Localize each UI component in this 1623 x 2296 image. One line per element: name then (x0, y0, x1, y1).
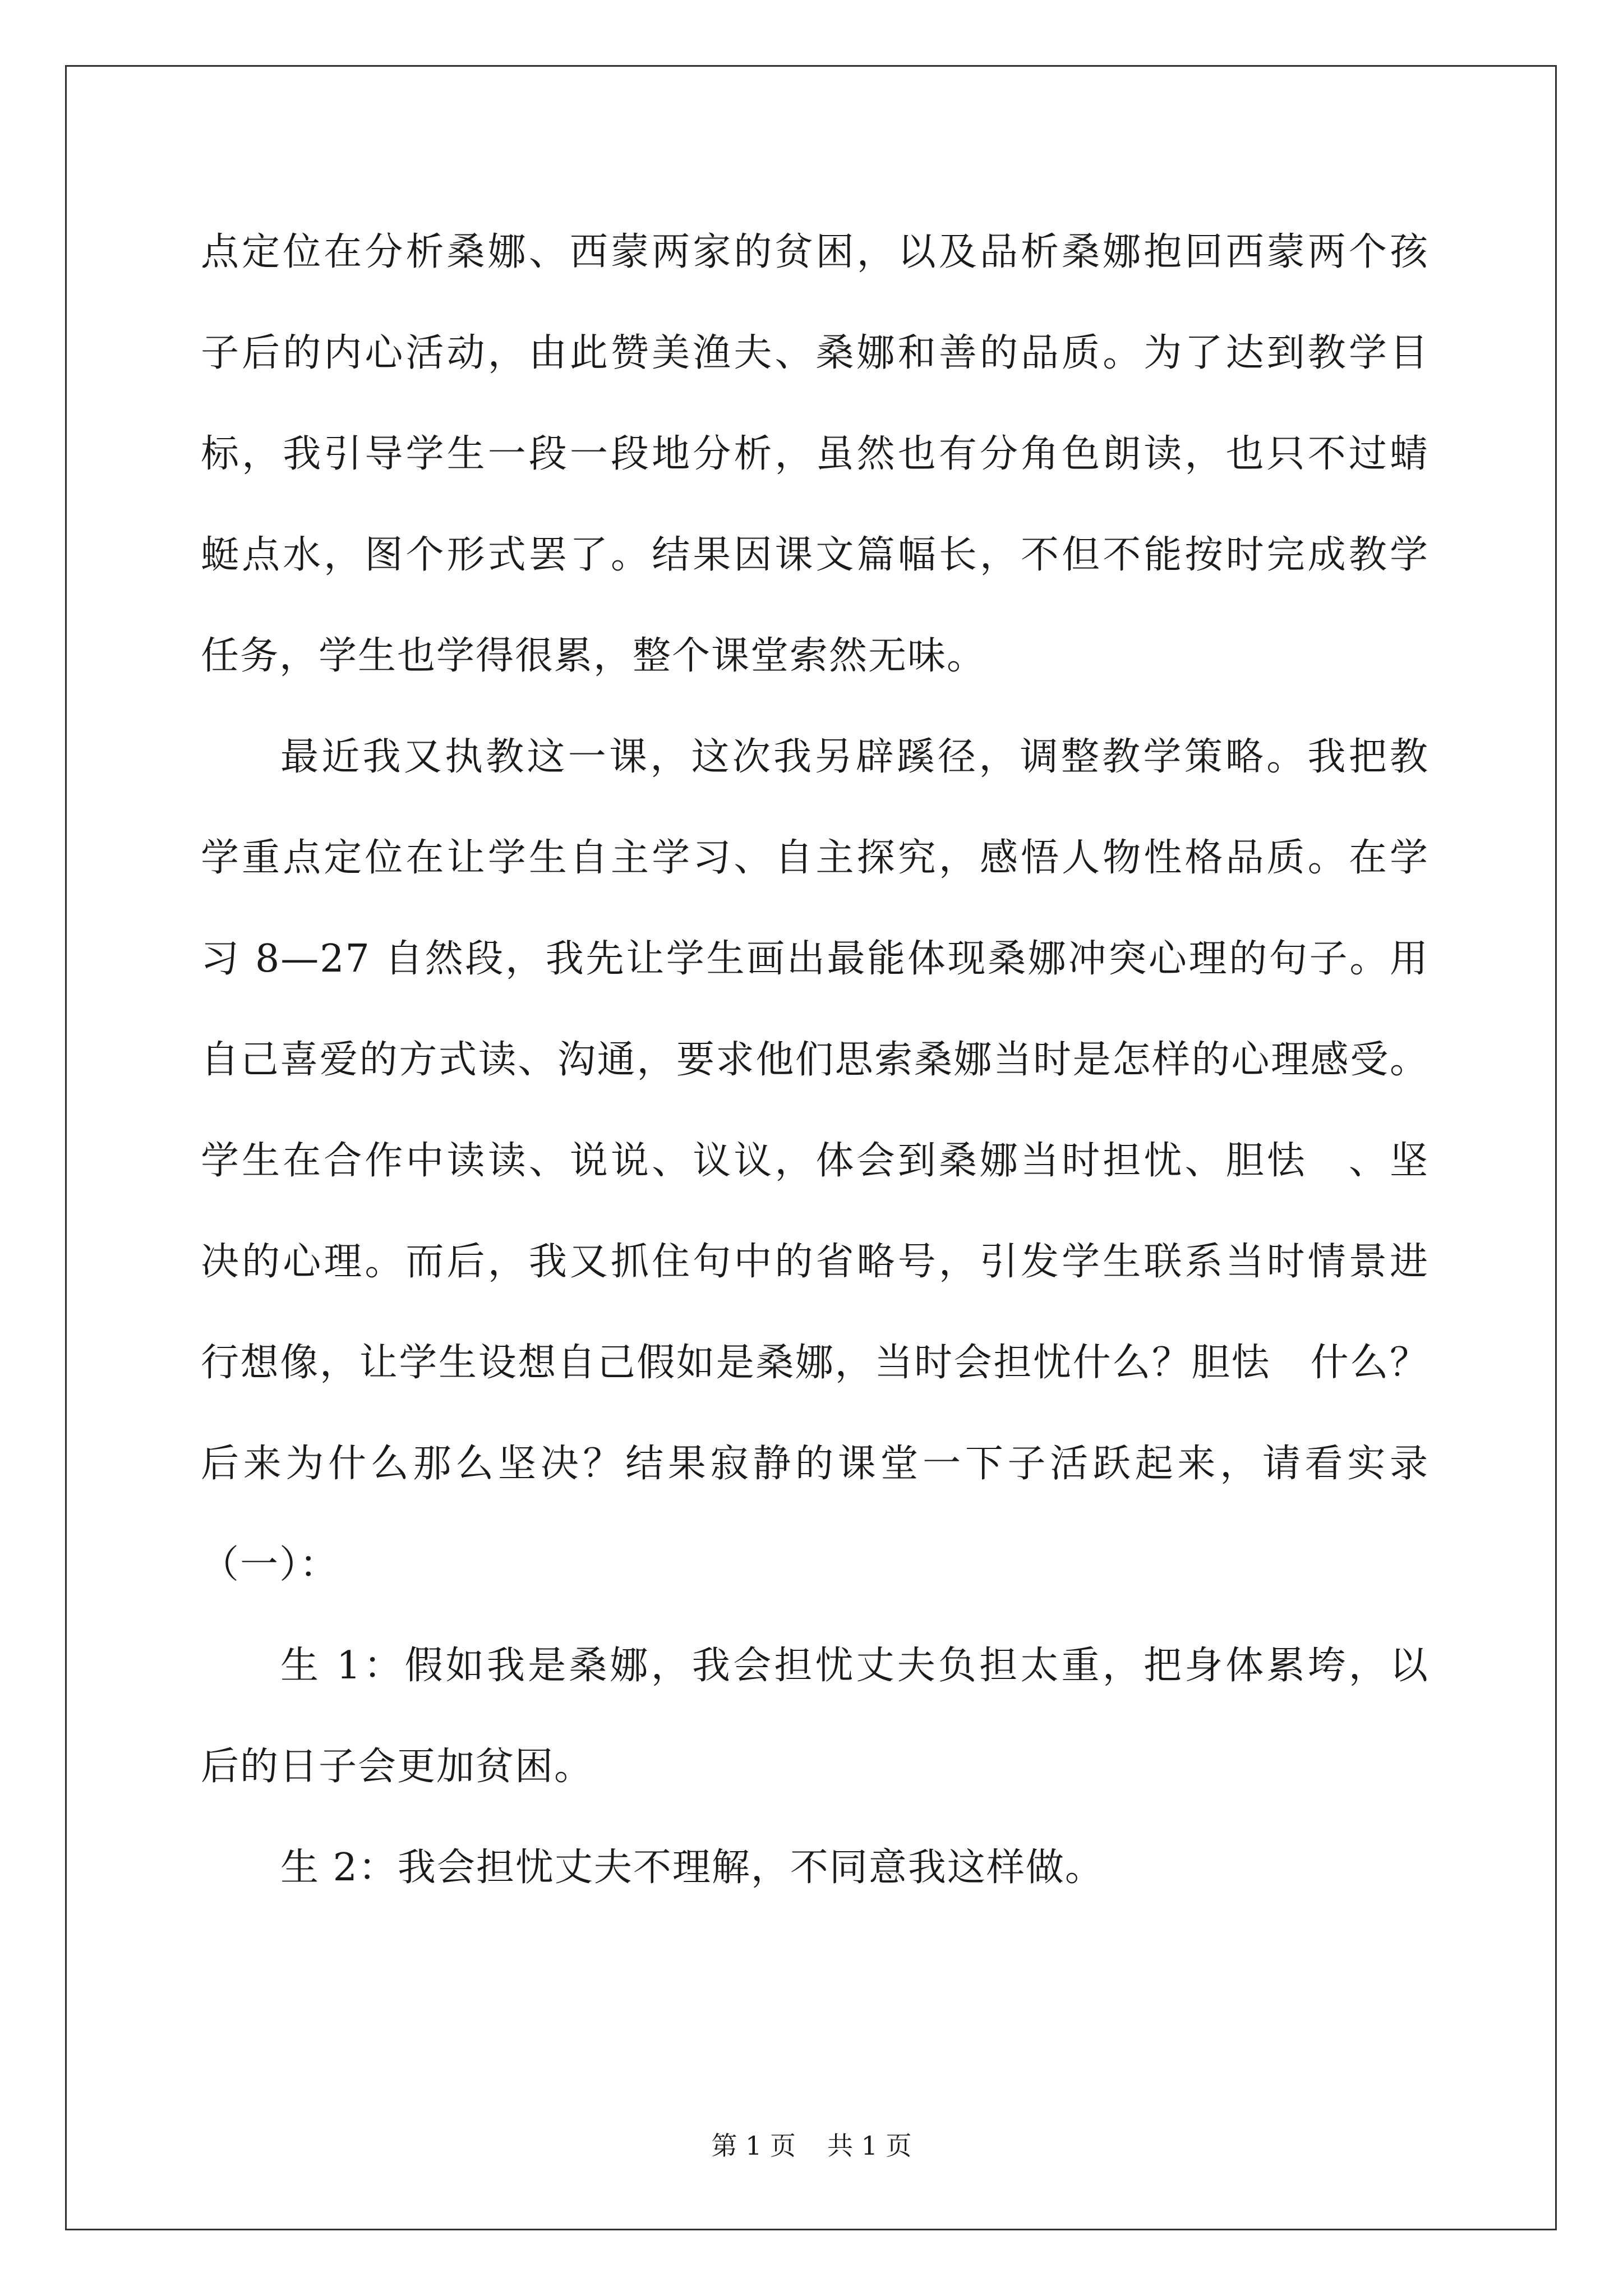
page-footer (0, 2129, 1623, 2162)
text-line: 习 8—27 自然段，我先让学生画出最能体现桑娜冲突心理的句子。用 (201, 937, 1429, 981)
text-line: 决的心理。而后，我又抓住句中的省略号，引发学生联系当时情景进 (201, 1240, 1429, 1284)
page-total: 共 1 页 (827, 2131, 912, 2161)
text-line: 点定位在分析桑娜、西蒙两家的贫困，以及品析桑娜抱回西蒙两个孩 (201, 230, 1429, 274)
text-line: 最近我又执教这一课，这次我另辟蹊径，调整教学策略。我把教 (280, 735, 1429, 779)
text-line: 学生在合作中读读、说说、议议，体会到桑娜当时担忧、胆怯 、坚 (201, 1139, 1429, 1183)
text-line: 生 2：我会担忧丈夫不理解，不同意我这样做。 (280, 1846, 1104, 1890)
text-line: 后的日子会更加贫困。 (201, 1745, 594, 1789)
document-body (201, 202, 1429, 1918)
text-line: 行想像，让学生设想自己假如是桑娜，当时会担忧什么？胆怯 什么？ (201, 1341, 1429, 1385)
text-line: 任务，学生也学得很累，整个课堂索然无味。 (201, 634, 986, 678)
text-line: （一）： (201, 1543, 339, 1587)
text-line: 蜓点水，图个形式罢了。结果因课文篇幅长，不但不能按时完成教学 (201, 533, 1429, 577)
page-number: 第 1 页 (711, 2131, 796, 2161)
text-line: 子后的内心活动，由此赞美渔夫、桑娜和善的品质。为了达到教学目 (201, 331, 1429, 375)
text-line: 学重点定位在让学生自主学习、自主探究，感悟人物性格品质。在学 (201, 836, 1429, 880)
text-line: 后来为什么那么坚决？结果寂静的课堂一下子活跃起来，请看实录 (201, 1442, 1429, 1486)
text-line: 标，我引导学生一段一段地分析，虽然也有分角色朗读，也只不过蜻 (201, 432, 1429, 476)
text-line: 生 1：假如我是桑娜，我会担忧丈夫负担太重，把身体累垮，以 (280, 1644, 1429, 1688)
text-line: 自己喜爱的方式读、沟通，要求他们思索桑娜当时是怎样的心理感受。 (201, 1038, 1429, 1082)
